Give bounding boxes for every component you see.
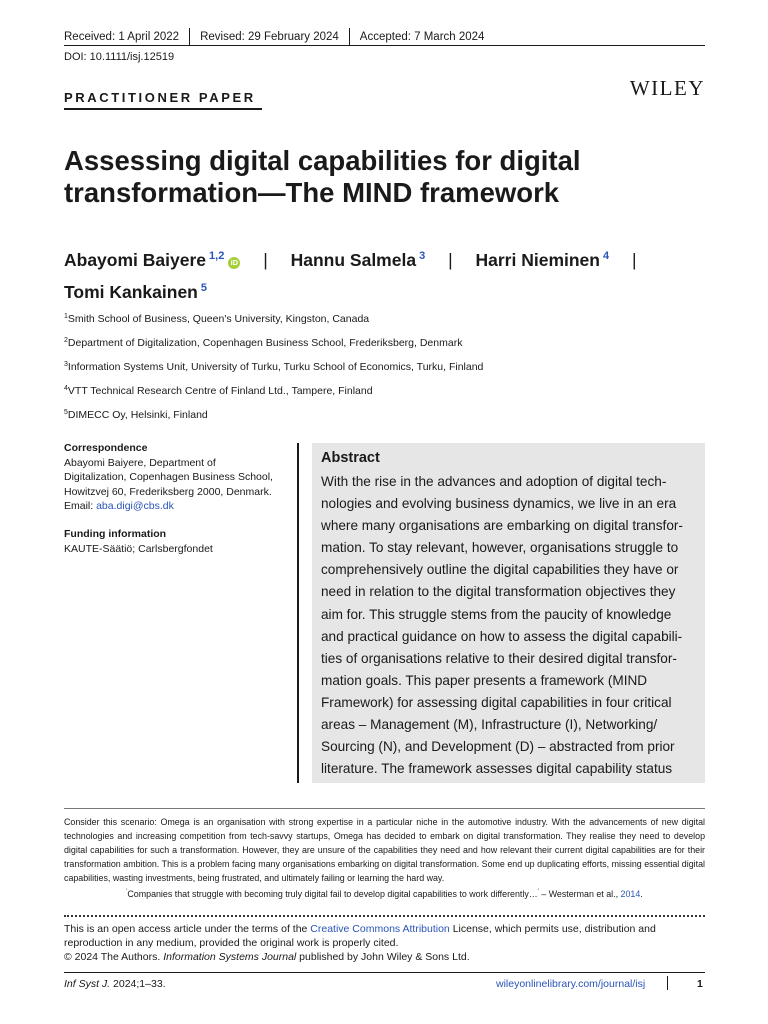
- journal-url-link[interactable]: wileyonlinelibrary.com/journal/isj: [496, 978, 646, 990]
- affiliation-item: [64, 306, 705, 330]
- author-name[interactable]: Abayomi Baiyere: [64, 250, 207, 270]
- quote-attribution: – Westerman et al.,: [538, 889, 621, 899]
- affiliation-text: DIMECC Oy, Helsinki, Finland: [67, 409, 208, 421]
- funding-block: [64, 527, 286, 556]
- license-prefix: This is an open access article under the terms of the: [64, 923, 311, 935]
- sidebar-metadata: [64, 441, 286, 569]
- abstract-line: With the rise in the advances and adoption of digital tech-: [321, 474, 667, 489]
- abstract-line: ties of organisations relative to their desired digital transfor-: [321, 650, 677, 666]
- affiliations: [64, 306, 705, 426]
- affiliation-item: [64, 402, 705, 426]
- affiliation-number: 5: [64, 409, 68, 416]
- quote-text: Companies that struggle with becoming truly digital fail to develop digital capabilities to work differently…: [127, 889, 538, 899]
- abstract-heading: Abstract: [321, 450, 380, 466]
- abstract-body: [321, 471, 694, 780]
- header-rule: [64, 45, 705, 46]
- copyright-suffix: published by John Wiley & Sons Ltd.: [296, 951, 470, 963]
- scenario-rule: [64, 808, 705, 809]
- footer-citation: [64, 978, 166, 990]
- author-separator: |: [263, 250, 268, 270]
- abstract-line: need in relation to the digital transformation objectives they: [321, 584, 676, 600]
- journal-abbrev: Inf Syst J.: [64, 978, 111, 990]
- author-name[interactable]: Tomi Kankainen: [64, 282, 198, 302]
- author-list: [64, 242, 705, 306]
- abstract-line: and practical guidance on how to assess the digital capabili-: [321, 628, 683, 644]
- abstract-divider: [297, 443, 299, 783]
- paper-title: Assessing digital capabilities for digital transformation—The MIND framework: [64, 145, 581, 208]
- received-date: Received: 1 April 2022: [64, 31, 180, 43]
- affiliation-number: 3: [64, 361, 68, 368]
- affiliation-text: Smith School of Business, Queen's University, Kingston, Canada: [67, 313, 370, 325]
- author-affil-sup[interactable]: 3: [419, 250, 426, 262]
- abstract-line: nologies and evolving business dynamics, we live in an era: [321, 496, 677, 512]
- abstract-line: where many organisations are embarking on digital transfor-: [321, 518, 683, 534]
- affiliation-text: Department of Digitalization, Copenhagen Business School, Frederiksberg, Denmark: [67, 337, 463, 349]
- correspondence-heading: Correspondence: [64, 442, 148, 454]
- abstract-line: comprehensively outline the digital capabilities they have or: [321, 562, 679, 578]
- affiliation-number: 2: [64, 337, 68, 344]
- affiliation-text: VTT Technical Research Centre of Finland Ltd., Tampere, Finland: [67, 385, 373, 397]
- citation-year-link[interactable]: 2014: [620, 889, 641, 899]
- correspondence-line: Abayomi Baiyere, Department of: [64, 456, 216, 469]
- author-name[interactable]: Harri Nieminen: [475, 250, 600, 270]
- page-number: 1: [697, 978, 703, 990]
- copyright-prefix: © 2024 The Authors.: [64, 951, 164, 963]
- correspondence-block: [64, 441, 286, 514]
- affiliation-number: 4: [64, 385, 68, 392]
- affiliation-text: Information Systems Unit, University of Turku, Turku School of Economics, Turku, Finland: [67, 361, 484, 373]
- quote-open-mark: ': [126, 889, 128, 896]
- abstract-line: Framework) for assessing digital capabilities in four critical: [321, 694, 672, 710]
- abstract-line: Sourcing (N), and Development (D) – abstracted from prior: [321, 739, 675, 755]
- citation-detail: 2024;1–33.: [110, 978, 166, 990]
- funding-heading: Funding information: [64, 527, 167, 540]
- abstract-line: mation goals. This paper presents a framework (MIND: [321, 672, 648, 688]
- wiley-logo: WILEY: [629, 76, 705, 100]
- correspondence-line: Digitalization, Copenhagen Business School,: [64, 471, 273, 484]
- affiliation-item: [64, 378, 705, 402]
- journal-name: Information Systems Journal: [163, 951, 297, 963]
- footer-divider: [667, 976, 668, 990]
- author-name[interactable]: Hannu Salmela: [290, 250, 417, 270]
- article-history: [64, 28, 494, 46]
- author-affil-sup[interactable]: 1,2: [209, 250, 225, 262]
- license-text: [64, 922, 705, 964]
- doi[interactable]: DOI: 10.1111/isj.12519: [64, 51, 175, 63]
- orcid-icon[interactable]: iD: [228, 257, 240, 269]
- funding-text: KAUTE-Säätiö; Carlsbergfondet: [64, 542, 213, 555]
- abstract-line: aim for. This struggle stems from the paucity of knowledge: [321, 606, 672, 622]
- quote-end: .: [640, 889, 643, 899]
- footer-rule: [64, 972, 705, 973]
- abstract-line: mation. To stay relevant, however, organisations struggle to: [321, 540, 679, 556]
- author-affil-sup[interactable]: 5: [200, 282, 207, 294]
- cc-license-link[interactable]: Creative Commons Attribution: [310, 923, 450, 935]
- correspondence-email-line: [64, 499, 286, 514]
- article-type-underline: [64, 108, 262, 110]
- affiliation-number: 1: [64, 313, 68, 320]
- affiliation-item: [64, 330, 705, 354]
- epigraph-quote: [64, 889, 705, 899]
- author-affil-sup[interactable]: 4: [602, 250, 610, 262]
- email-label: Email:: [64, 500, 97, 513]
- author-separator: |: [448, 250, 453, 270]
- quote-close-mark: ': [537, 889, 539, 896]
- affiliation-item: [64, 354, 705, 378]
- license-rule: [64, 915, 705, 917]
- accepted-date: Accepted: 7 March 2024: [349, 28, 495, 46]
- email-link[interactable]: aba.digi@cbs.dk: [96, 500, 174, 513]
- scenario-text: Consider this scenario: Omega is an organisation with strong expertise in a particular niche in the automotive industry. With the advancements of new digital technologies and increasing competition from tech-savvy startups, Omega has decided to embark on digital transformation. They realise they need to develop digital capabilities for such a transformation. However, they are unsure of the capabilities they need and how relevant their current digital capabilities are for their transformation ambition. This is a problem facing many organisations embarking on digital transformation. Some end up duplicating efforts, missing essential digital capabilities, wasting investments, being frustrated, and ultimately failing or learning the hard way.: [64, 817, 705, 884]
- correspondence-line: Howitzvej 60, Frederiksberg 2000, Denmark.: [64, 485, 272, 498]
- revised-date: Revised: 29 February 2024: [189, 28, 349, 46]
- author-separator: |: [631, 250, 637, 270]
- abstract-line: areas – Management (M), Infrastructure (I), Networking/: [321, 717, 658, 733]
- abstract-line: literature. The framework assesses digital capability status: [321, 761, 673, 777]
- license-suffix: License, which permits use, distribution and reproduction in any medium, provided the original work is properly cited.: [64, 923, 656, 949]
- article-type: PRACTITIONER PAPER: [64, 90, 256, 105]
